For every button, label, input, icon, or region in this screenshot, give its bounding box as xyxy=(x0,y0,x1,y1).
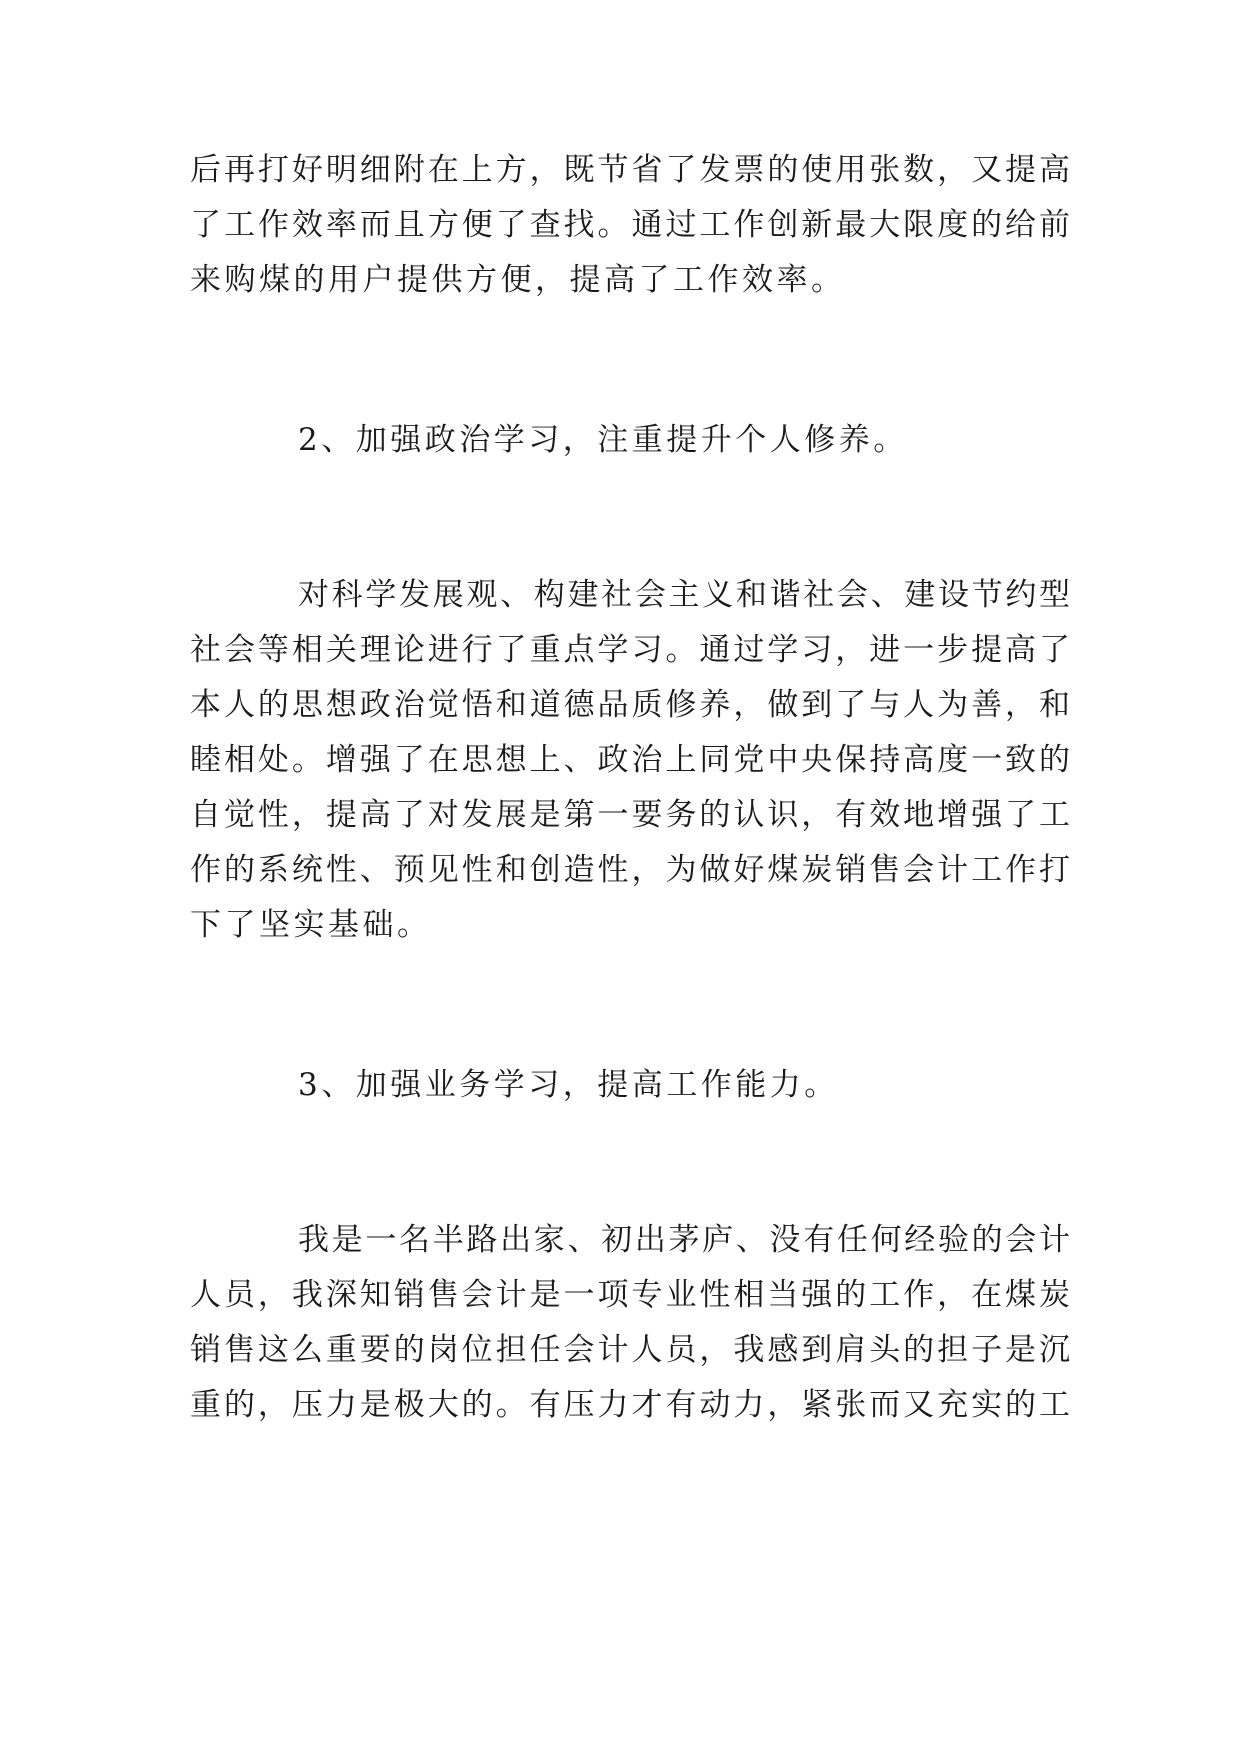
paragraph-2-line-4: 睦相处。增强了在思想上、政治上同党中央保持高度一致的 xyxy=(190,742,1070,778)
paragraph-2-line-1: 对科学发展观、构建社会主义和谐社会、建设节约型 xyxy=(298,577,1070,613)
paragraph-2-line-5: 自觉性，提高了对发展是第一要务的认识，有效地增强了工 xyxy=(190,797,1070,833)
paragraph-2-line-7: 下了坚实基础。 xyxy=(190,907,432,943)
paragraph-3-line-2: 人员，我深知销售会计是一项专业性相当强的工作，在煤炭 xyxy=(190,1277,1070,1313)
paragraph-1-line-2: 了工作效率而且方便了查找。通过工作创新最大限度的给前 xyxy=(190,207,1070,243)
paragraph-1-line-3: 来购煤的用户提供方便，提高了工作效率。 xyxy=(190,262,846,298)
paragraph-3-line-1: 我是一名半路出家、初出茅庐、没有任何经验的会计 xyxy=(298,1222,1070,1258)
paragraph-3-line-3: 销售这么重要的岗位担任会计人员，我感到肩头的担子是沉 xyxy=(190,1332,1070,1368)
paragraph-2-line-6: 作的系统性、预见性和创造性，为做好煤炭销售会计工作打 xyxy=(190,852,1070,888)
paragraph-2-line-3: 本人的思想政治觉悟和道德品质修养，做到了与人为善，和 xyxy=(190,687,1070,723)
paragraph-1-line-1: 后再打好明细附在上方，既节省了发票的使用张数，又提高 xyxy=(190,152,1070,188)
paragraph-3-line-4: 重的，压力是极大的。有压力才有动力，紧张而又充实的工 xyxy=(190,1387,1070,1423)
section-heading-3: 3、加强业务学习，提高工作能力。 xyxy=(298,1067,839,1103)
paragraph-2-line-2: 社会等相关理论进行了重点学习。通过学习，进一步提高了 xyxy=(190,632,1070,668)
section-heading-2: 2、加强政治学习，注重提升个人修养。 xyxy=(298,422,908,458)
